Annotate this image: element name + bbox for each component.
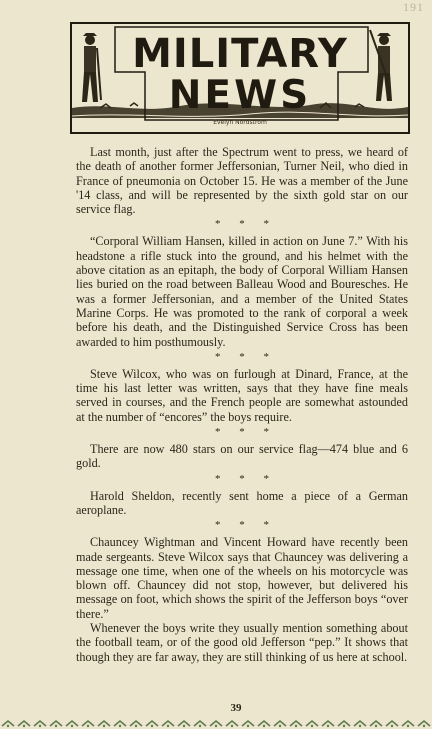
artist-credit: Evelyn Nordstrom (213, 119, 267, 126)
masthead-title-military: MILITARY (132, 31, 348, 77)
masthead (70, 22, 410, 134)
paragraph-sergeants: Chauncey Wightman and Vincent Howard have recently been made sergeants. Steve Wilcox says that Chauncey was delivering a message one time, when one of the wheels on his motorcycle was blown off. Chauncey did not stop, however, but delivered his message on foot, which shows the spirit of the Jefferson boys “over there.” (76, 535, 408, 621)
section-separator: * * * (215, 519, 277, 532)
paragraph-harold-sheldon: Harold Sheldon, recently sent home a piece of a German aeroplane. (76, 488, 408, 517)
section-separator: * * * (215, 350, 277, 363)
section-separator: * * * (215, 472, 277, 485)
masthead-title-news: NEWS (168, 73, 312, 118)
article-body (76, 145, 408, 664)
decorative-bottom-border (0, 718, 432, 729)
section-separator: * * * (215, 426, 277, 439)
paragraph-football-pep: Whenever the boys write they usually mention something about the football team, or of the good old Jefferson “pep.” It shows that though they are far away, they are still thinking of us here at school. (76, 621, 408, 664)
page-number: 39 (230, 702, 242, 714)
section-separator: * * * (215, 218, 277, 231)
paragraph-william-hansen: “Corporal William Hansen, killed in action on June 7.” With his headstone a rifle stuck into the ground, and his helmet with the above citation as an epitaph, the body of Corporal William Hansen lies buried on the road between Balleau Wood and Bouresches. He was a former Jeffersonian, and a member of the United States Marine Corps. He was promoted to the rank of corporal a week before his death, and the Distinguished Service Cross has been awarded to him posthumously. (76, 234, 408, 349)
paragraph-turner-neil: Last month, just after the Spectrum went to press, we heard of the death of another former Jeffersonian, Turner Neil, who died in France of pneumonia on October 15. He was a member of the June '14 class, and will be represented by the sixth gold star on our service flag. (76, 145, 408, 217)
corner-page-mark: 191 (403, 0, 424, 14)
paragraph-steve-wilcox: Steve Wilcox, who was on furlough at Dinard, France, at the time his last letter was written, says that they have fine meals served in courses, and the French people are somewhat astounded at the number of “encores” the boys require. (76, 366, 408, 424)
paragraph-service-flag: There are now 480 stars on our service flag—474 blue and 6 gold. (76, 442, 408, 471)
